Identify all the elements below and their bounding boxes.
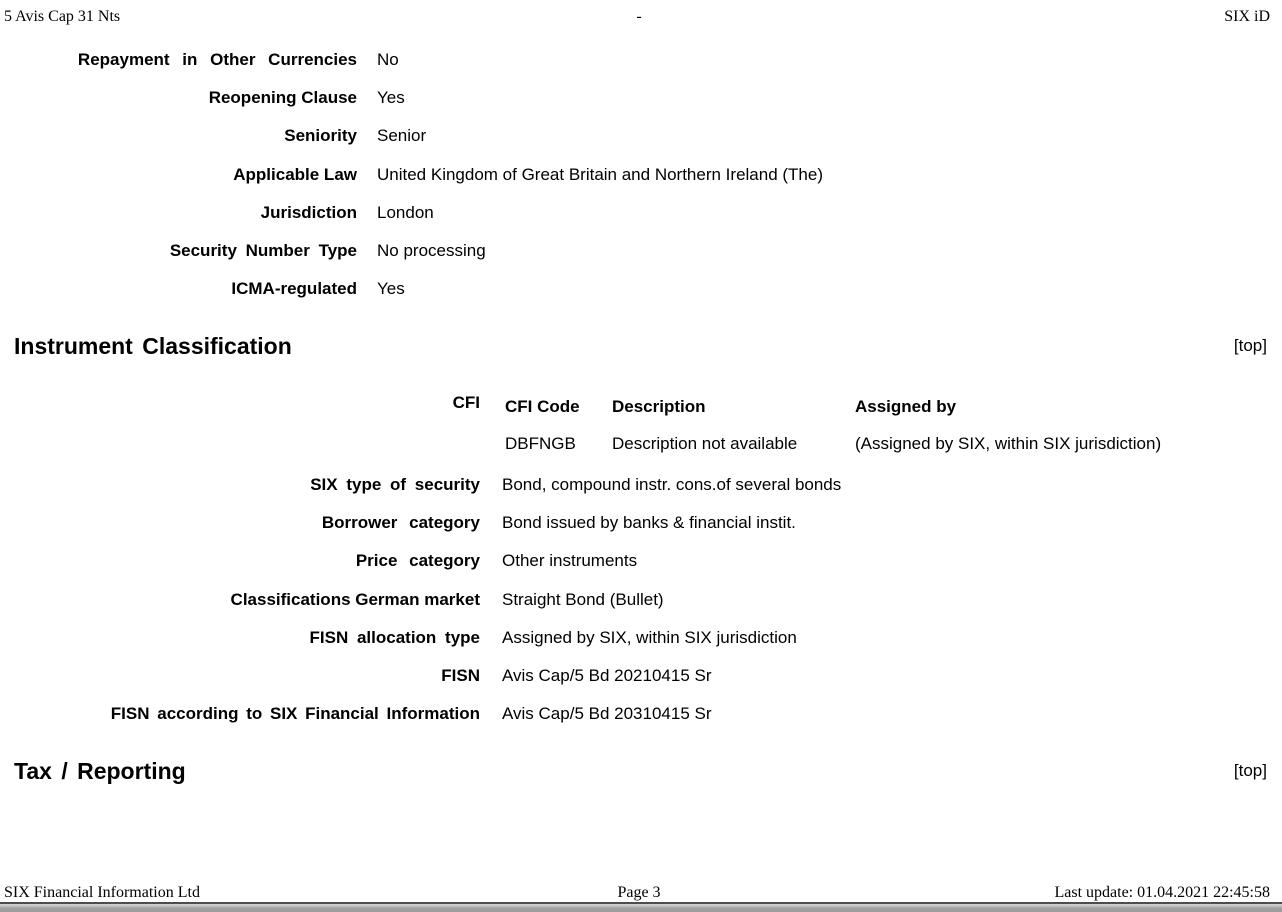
field-label: Security Number Type [169,241,357,261]
field-value: Avis Cap/5 Bd 20210415 Sr [502,666,712,686]
field-label: Reopening Clause [208,88,357,108]
field-value: Avis Cap/5 Bd 20310415 Sr [502,704,712,724]
field-row-borrower-category [0,504,1282,542]
cfi-column-header-description: Description [612,397,706,416]
field-row-fisn-allocation-type [0,619,1282,657]
field-row-icma-regulated [0,270,1282,308]
header-separator: - [636,8,642,25]
field-row-seniority [0,117,1282,155]
field-label: FISN [441,666,480,686]
field-value: London [377,202,434,222]
horizontal-scrollbar[interactable] [0,902,1282,912]
cfi-table [505,391,1282,454]
field-label: Jurisdiction [260,202,357,222]
field-row-classifications-german-market [0,581,1282,619]
top-link[interactable]: [top] [1233,761,1267,780]
field-label: FISN according to SIX Financial Information [110,704,480,724]
field-row-fisn-according-to-six [0,695,1282,733]
field-label: Seniority [284,126,357,146]
field-label: ICMA-regulated [231,279,357,299]
field-label: SIX type of security [310,475,480,495]
cfi-cell-code: DBFNGB [505,434,576,453]
top-link[interactable]: [top] [1233,336,1267,355]
section-title: Tax / Reporting [14,758,186,784]
field-value: Other instruments [502,551,638,571]
header-app-name: SIX iD [1224,8,1270,25]
field-value: Bond issued by banks & financial instit. [502,513,796,533]
cfi-cell-assigned-by: (Assigned by SIX, within SIX jurisdiction) [855,434,1162,453]
field-value: Assigned by SIX, within SIX jurisdiction [502,627,797,647]
section-heading-tax-reporting [14,758,1267,785]
field-label: Applicable Law [233,164,357,184]
cfi-block [0,391,1282,454]
general-fields-group [0,41,1282,308]
field-value: Senior [377,126,427,146]
footer-page-number: Page 3 [617,884,661,901]
field-row-applicable-law [0,156,1282,194]
field-row-jurisdiction [0,194,1282,232]
cfi-column-header-code: CFI Code [505,397,580,416]
field-value: No [377,50,399,70]
field-row-reopening-clause [0,79,1282,117]
footer-last-update: Last update: 01.04.2021 22:45:58 [1054,884,1270,901]
section-title: Instrument Classification [14,333,292,359]
field-row-fisn [0,657,1282,695]
field-value: No processing [377,241,486,261]
field-value: Yes [377,279,405,299]
header-doc-title: 5 Avis Cap 31 Nts [4,8,121,25]
footer-company: SIX Financial Information Ltd [4,884,200,901]
field-value: United Kingdom of Great Britain and Northern Ireland (The) [377,164,824,184]
field-value: Bond, compound instr. cons.of several bonds [502,475,842,495]
section-heading-instrument-classification [14,333,1267,360]
field-label: Borrower category [321,513,480,533]
field-row-six-type-of-security [0,466,1282,504]
field-row-price-category [0,542,1282,580]
field-value: Straight Bond (Bullet) [502,589,664,609]
field-row-repayment-in-other-currencies [0,41,1282,79]
field-label: Repayment in Other Currencies [77,50,357,70]
field-value: Yes [377,88,405,108]
field-label: Price category [355,551,480,571]
field-label: Classifications German market [230,589,480,609]
instrument-classification-fields-group [0,466,1282,733]
field-row-security-number-type [0,232,1282,270]
field-label: FISN allocation type [309,627,480,647]
cfi-column-header-assigned-by: Assigned by [855,397,957,416]
cfi-cell-description: Description not available [612,434,798,453]
field-label-cfi: CFI [452,393,480,412]
